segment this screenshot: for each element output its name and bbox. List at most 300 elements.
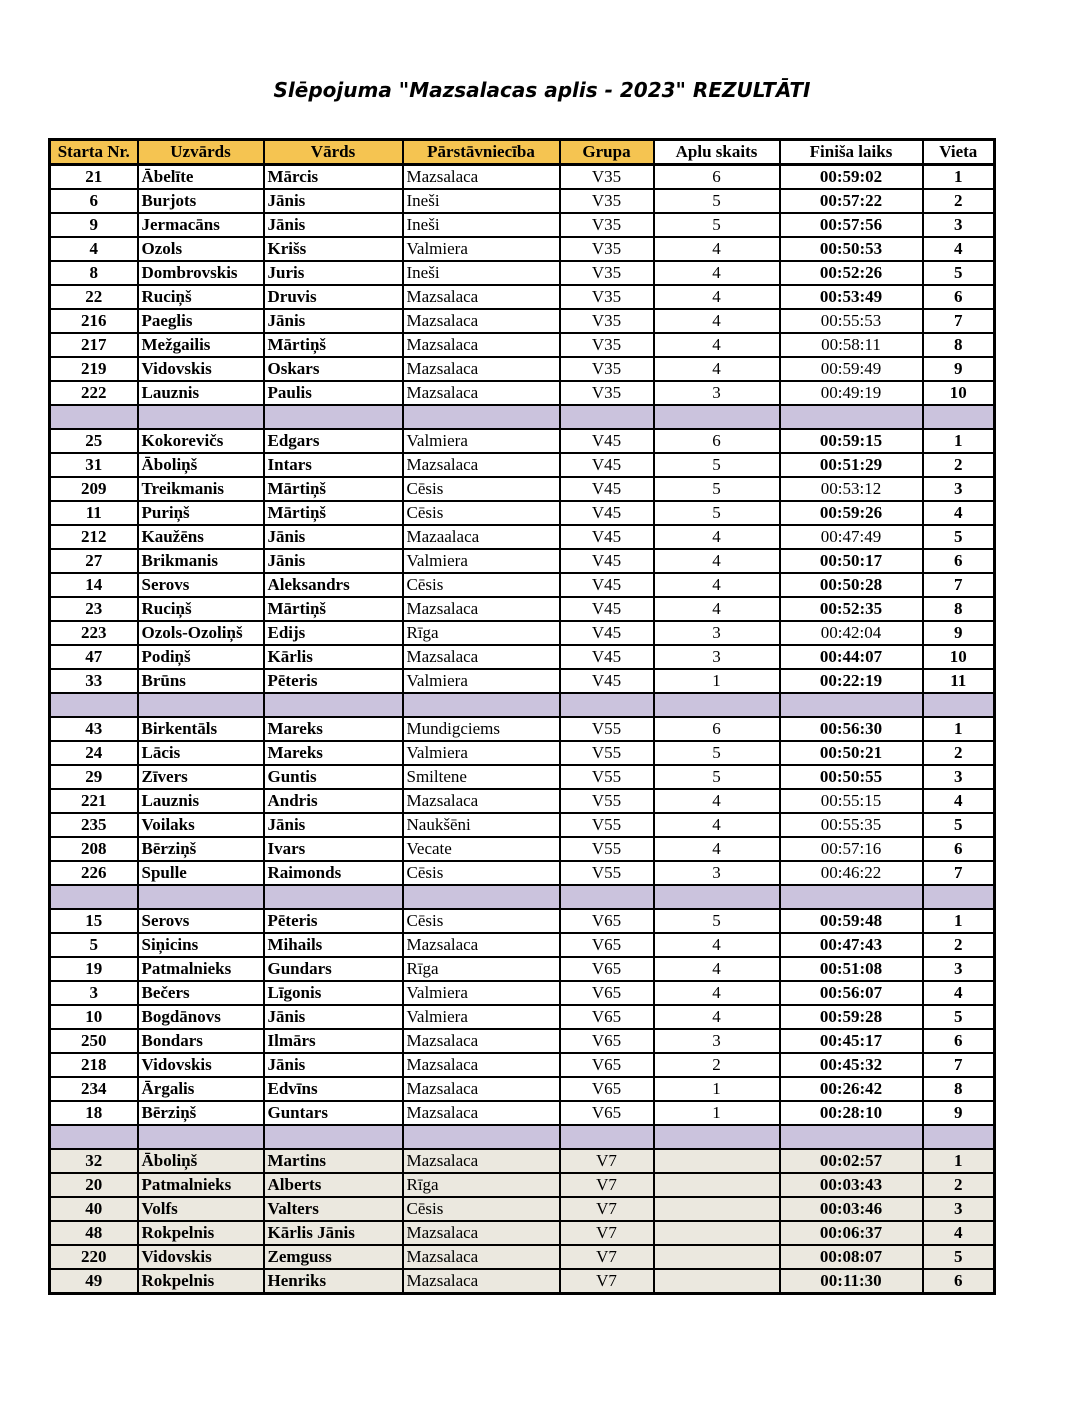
table-row	[50, 165, 995, 190]
cell-club: Valmiera	[403, 981, 560, 1005]
cell-name: Juris	[264, 261, 403, 285]
table-row	[50, 573, 995, 597]
cell-finish-time: 00:55:53	[780, 309, 923, 333]
cell-name: Mihails	[264, 933, 403, 957]
cell-start-number: 29	[50, 765, 138, 789]
cell-club: Mundigciems	[403, 717, 560, 741]
cell-laps: 5	[654, 213, 780, 237]
cell-place: 3	[923, 213, 995, 237]
cell-finish-time: 00:57:56	[780, 213, 923, 237]
cell-surname: Vidovskis	[138, 357, 264, 381]
cell-finish-time: 00:44:07	[780, 645, 923, 669]
cell-club: Mazaalaca	[403, 525, 560, 549]
column-header-club: Pārstāvniecība	[403, 140, 560, 165]
document-title: Slēpojuma "Mazsalacas aplis - 2023" REZULTĀTI	[273, 78, 811, 102]
separator-cell	[50, 405, 138, 429]
separator-cell	[138, 405, 264, 429]
cell-finish-time: 00:53:12	[780, 477, 923, 501]
cell-group: V35	[560, 165, 654, 190]
cell-surname: Zīvers	[138, 765, 264, 789]
cell-start-number: 218	[50, 1053, 138, 1077]
cell-finish-time: 00:26:42	[780, 1077, 923, 1101]
cell-finish-time: 00:50:28	[780, 573, 923, 597]
cell-start-number: 21	[50, 165, 138, 190]
table-row	[50, 1221, 995, 1245]
cell-place: 4	[923, 237, 995, 261]
cell-name: Henriks	[264, 1269, 403, 1294]
table-row	[50, 861, 995, 885]
cell-surname: Bečers	[138, 981, 264, 1005]
cell-finish-time: 00:47:49	[780, 525, 923, 549]
cell-start-number: 219	[50, 357, 138, 381]
cell-laps	[654, 1221, 780, 1245]
cell-surname: Lācis	[138, 741, 264, 765]
cell-place: 11	[923, 669, 995, 693]
cell-name: Pēteris	[264, 669, 403, 693]
cell-group: V7	[560, 1173, 654, 1197]
table-row	[50, 1101, 995, 1125]
cell-club: Mazsalaca	[403, 309, 560, 333]
cell-club: Mazsalaca	[403, 1245, 560, 1269]
cell-group: V65	[560, 957, 654, 981]
cell-club: Rīga	[403, 957, 560, 981]
cell-laps: 5	[654, 453, 780, 477]
cell-place: 1	[923, 717, 995, 741]
cell-surname: Kaužēns	[138, 525, 264, 549]
cell-club: Rīga	[403, 621, 560, 645]
cell-group: V7	[560, 1245, 654, 1269]
cell-surname: Kokorevičs	[138, 429, 264, 453]
cell-start-number: 223	[50, 621, 138, 645]
column-header-laps: Aplu skaits	[654, 140, 780, 165]
cell-start-number: 4	[50, 237, 138, 261]
cell-group: V45	[560, 645, 654, 669]
cell-group: V35	[560, 285, 654, 309]
cell-club: Mazsalaca	[403, 333, 560, 357]
cell-surname: Bērziņš	[138, 1101, 264, 1125]
cell-laps	[654, 1149, 780, 1173]
cell-club: Valmiera	[403, 237, 560, 261]
cell-place: 4	[923, 501, 995, 525]
cell-group: V35	[560, 309, 654, 333]
cell-group: V45	[560, 429, 654, 453]
cell-surname: Brikmanis	[138, 549, 264, 573]
separator-cell	[560, 693, 654, 717]
cell-group: V45	[560, 597, 654, 621]
cell-place: 7	[923, 1053, 995, 1077]
table-row	[50, 741, 995, 765]
cell-finish-time: 00:57:22	[780, 189, 923, 213]
cell-surname: Ruciņš	[138, 285, 264, 309]
cell-laps: 1	[654, 1077, 780, 1101]
table-row	[50, 429, 995, 453]
cell-laps: 6	[654, 717, 780, 741]
cell-surname: Siņicins	[138, 933, 264, 957]
cell-finish-time: 00:52:35	[780, 597, 923, 621]
separator-cell	[264, 1125, 403, 1149]
separator-cell	[560, 1125, 654, 1149]
cell-surname: Ārgalis	[138, 1077, 264, 1101]
cell-finish-time: 00:49:19	[780, 381, 923, 405]
cell-laps	[654, 1173, 780, 1197]
cell-surname: Serovs	[138, 909, 264, 933]
cell-laps: 4	[654, 933, 780, 957]
cell-finish-time: 00:56:07	[780, 981, 923, 1005]
cell-place: 7	[923, 861, 995, 885]
cell-group: V35	[560, 357, 654, 381]
table-row	[50, 837, 995, 861]
cell-group: V55	[560, 813, 654, 837]
table-row	[50, 1149, 995, 1173]
table-row	[50, 213, 995, 237]
cell-name: Zemguss	[264, 1245, 403, 1269]
cell-group: V65	[560, 1029, 654, 1053]
cell-laps: 1	[654, 669, 780, 693]
column-header-start-number: Starta Nr.	[50, 140, 138, 165]
cell-surname: Mežgailis	[138, 333, 264, 357]
cell-club: Mazsalaca	[403, 381, 560, 405]
cell-surname: Āboliņš	[138, 1149, 264, 1173]
cell-surname: Ābelīte	[138, 165, 264, 190]
group-separator-row	[50, 405, 995, 429]
cell-start-number: 24	[50, 741, 138, 765]
cell-finish-time: 00:57:16	[780, 837, 923, 861]
results-table	[48, 138, 996, 1295]
cell-surname: Spulle	[138, 861, 264, 885]
table-row	[50, 453, 995, 477]
cell-laps	[654, 1197, 780, 1221]
table-row	[50, 765, 995, 789]
results-body	[50, 165, 995, 1294]
cell-surname: Voilaks	[138, 813, 264, 837]
cell-start-number: 10	[50, 1005, 138, 1029]
cell-group: V65	[560, 933, 654, 957]
cell-laps: 4	[654, 261, 780, 285]
table-row	[50, 549, 995, 573]
cell-finish-time: 00:02:57	[780, 1149, 923, 1173]
cell-club: Ineši	[403, 213, 560, 237]
cell-name: Mārtiņš	[264, 333, 403, 357]
cell-club: Ineši	[403, 189, 560, 213]
cell-group: V45	[560, 669, 654, 693]
cell-group: V35	[560, 213, 654, 237]
group-separator-row	[50, 1125, 995, 1149]
cell-group: V65	[560, 981, 654, 1005]
cell-laps: 4	[654, 837, 780, 861]
cell-laps: 4	[654, 597, 780, 621]
cell-finish-time: 00:50:21	[780, 741, 923, 765]
cell-group: V7	[560, 1197, 654, 1221]
cell-finish-time: 00:52:26	[780, 261, 923, 285]
separator-cell	[923, 693, 995, 717]
cell-start-number: 3	[50, 981, 138, 1005]
cell-finish-time: 00:59:49	[780, 357, 923, 381]
table-row	[50, 189, 995, 213]
cell-name: Mārtiņš	[264, 501, 403, 525]
cell-name: Raimonds	[264, 861, 403, 885]
cell-start-number: 19	[50, 957, 138, 981]
cell-name: Martins	[264, 1149, 403, 1173]
cell-surname: Burjots	[138, 189, 264, 213]
cell-place: 6	[923, 549, 995, 573]
cell-laps: 2	[654, 1053, 780, 1077]
cell-group: V35	[560, 333, 654, 357]
cell-laps: 6	[654, 165, 780, 190]
cell-start-number: 15	[50, 909, 138, 933]
cell-finish-time: 00:55:15	[780, 789, 923, 813]
cell-name: Mārcis	[264, 165, 403, 190]
cell-club: Cēsis	[403, 909, 560, 933]
cell-place: 10	[923, 381, 995, 405]
separator-cell	[403, 1125, 560, 1149]
cell-group: V35	[560, 189, 654, 213]
cell-start-number: 216	[50, 309, 138, 333]
cell-place: 9	[923, 1101, 995, 1125]
table-row	[50, 1269, 995, 1294]
cell-laps: 5	[654, 765, 780, 789]
table-row	[50, 357, 995, 381]
cell-place: 4	[923, 981, 995, 1005]
cell-start-number: 14	[50, 573, 138, 597]
cell-club: Ineši	[403, 261, 560, 285]
table-row	[50, 333, 995, 357]
cell-surname: Birkentāls	[138, 717, 264, 741]
table-row	[50, 501, 995, 525]
cell-laps: 4	[654, 981, 780, 1005]
cell-club: Mazsalaca	[403, 1029, 560, 1053]
cell-laps: 4	[654, 813, 780, 837]
cell-group: V55	[560, 789, 654, 813]
cell-name: Jānis	[264, 525, 403, 549]
cell-laps: 4	[654, 573, 780, 597]
cell-start-number: 8	[50, 261, 138, 285]
cell-laps: 4	[654, 1005, 780, 1029]
cell-group: V45	[560, 453, 654, 477]
cell-club: Mazsalaca	[403, 357, 560, 381]
table-row	[50, 1077, 995, 1101]
cell-club: Valmiera	[403, 1005, 560, 1029]
cell-name: Druvis	[264, 285, 403, 309]
header-row	[50, 140, 995, 165]
separator-cell	[264, 405, 403, 429]
cell-place: 2	[923, 933, 995, 957]
cell-place: 5	[923, 1005, 995, 1029]
cell-name: Mārtiņš	[264, 477, 403, 501]
cell-surname: Puriņš	[138, 501, 264, 525]
separator-cell	[264, 693, 403, 717]
cell-name: Guntars	[264, 1101, 403, 1125]
table-row	[50, 909, 995, 933]
separator-cell	[923, 1125, 995, 1149]
cell-place: 4	[923, 789, 995, 813]
column-header-name: Vārds	[264, 140, 403, 165]
cell-group: V45	[560, 549, 654, 573]
cell-finish-time: 00:45:32	[780, 1053, 923, 1077]
cell-start-number: 11	[50, 501, 138, 525]
cell-club: Mazsalaca	[403, 165, 560, 190]
cell-start-number: 40	[50, 1197, 138, 1221]
cell-laps: 4	[654, 549, 780, 573]
cell-surname: Patmalnieks	[138, 1173, 264, 1197]
separator-cell	[50, 693, 138, 717]
table-row	[50, 525, 995, 549]
cell-club: Cēsis	[403, 501, 560, 525]
separator-cell	[654, 885, 780, 909]
cell-start-number: 5	[50, 933, 138, 957]
cell-laps: 4	[654, 525, 780, 549]
cell-group: V55	[560, 861, 654, 885]
separator-cell	[50, 1125, 138, 1149]
cell-club: Mazsalaca	[403, 1077, 560, 1101]
cell-laps: 3	[654, 621, 780, 645]
cell-name: Jānis	[264, 1053, 403, 1077]
cell-name: Kārlis Jānis	[264, 1221, 403, 1245]
cell-surname: Dombrovskis	[138, 261, 264, 285]
cell-finish-time: 00:06:37	[780, 1221, 923, 1245]
cell-finish-time: 00:55:35	[780, 813, 923, 837]
cell-laps	[654, 1245, 780, 1269]
cell-place: 1	[923, 429, 995, 453]
table-row	[50, 1197, 995, 1221]
cell-surname: Volfs	[138, 1197, 264, 1221]
cell-start-number: 209	[50, 477, 138, 501]
cell-start-number: 33	[50, 669, 138, 693]
cell-laps: 4	[654, 309, 780, 333]
separator-cell	[560, 885, 654, 909]
cell-start-number: 212	[50, 525, 138, 549]
table-row	[50, 1029, 995, 1053]
cell-name: Jānis	[264, 213, 403, 237]
cell-group: V7	[560, 1149, 654, 1173]
cell-laps: 5	[654, 741, 780, 765]
separator-cell	[403, 885, 560, 909]
table-row	[50, 645, 995, 669]
cell-place: 3	[923, 477, 995, 501]
cell-finish-time: 00:11:30	[780, 1269, 923, 1294]
cell-place: 8	[923, 333, 995, 357]
separator-cell	[780, 1125, 923, 1149]
cell-group: V45	[560, 477, 654, 501]
cell-start-number: 220	[50, 1245, 138, 1269]
cell-club: Cēsis	[403, 1197, 560, 1221]
cell-club: Mazsalaca	[403, 1221, 560, 1245]
cell-laps: 5	[654, 501, 780, 525]
cell-club: Valmiera	[403, 741, 560, 765]
cell-name: Jānis	[264, 813, 403, 837]
cell-surname: Treikmanis	[138, 477, 264, 501]
cell-finish-time: 00:08:07	[780, 1245, 923, 1269]
cell-place: 2	[923, 741, 995, 765]
cell-start-number: 22	[50, 285, 138, 309]
cell-club: Mazsalaca	[403, 285, 560, 309]
separator-cell	[403, 405, 560, 429]
cell-name: Jānis	[264, 549, 403, 573]
cell-surname: Podiņš	[138, 645, 264, 669]
cell-laps: 3	[654, 1029, 780, 1053]
cell-finish-time: 00:22:19	[780, 669, 923, 693]
cell-laps: 4	[654, 333, 780, 357]
cell-name: Pēteris	[264, 909, 403, 933]
cell-name: Līgonis	[264, 981, 403, 1005]
cell-start-number: 217	[50, 333, 138, 357]
cell-group: V55	[560, 717, 654, 741]
cell-group: V55	[560, 837, 654, 861]
separator-cell	[264, 885, 403, 909]
cell-name: Mareks	[264, 717, 403, 741]
cell-surname: Ruciņš	[138, 597, 264, 621]
cell-laps: 4	[654, 789, 780, 813]
cell-name: Krišs	[264, 237, 403, 261]
cell-group: V55	[560, 765, 654, 789]
cell-name: Ivars	[264, 837, 403, 861]
table-row	[50, 309, 995, 333]
cell-name: Gundars	[264, 957, 403, 981]
cell-place: 2	[923, 1173, 995, 1197]
cell-club: Mazsalaca	[403, 933, 560, 957]
table-row	[50, 933, 995, 957]
cell-laps: 5	[654, 477, 780, 501]
separator-cell	[138, 693, 264, 717]
cell-start-number: 222	[50, 381, 138, 405]
cell-group: V35	[560, 237, 654, 261]
cell-finish-time: 00:50:55	[780, 765, 923, 789]
cell-surname: Jermacāns	[138, 213, 264, 237]
cell-start-number: 47	[50, 645, 138, 669]
cell-group: V45	[560, 573, 654, 597]
cell-finish-time: 00:59:28	[780, 1005, 923, 1029]
cell-name: Guntis	[264, 765, 403, 789]
cell-laps: 4	[654, 357, 780, 381]
table-row	[50, 717, 995, 741]
cell-name: Jānis	[264, 309, 403, 333]
cell-name: Andris	[264, 789, 403, 813]
separator-cell	[654, 405, 780, 429]
cell-name: Ilmārs	[264, 1029, 403, 1053]
cell-surname: Serovs	[138, 573, 264, 597]
separator-cell	[50, 885, 138, 909]
cell-start-number: 31	[50, 453, 138, 477]
cell-surname: Āboliņš	[138, 453, 264, 477]
cell-laps: 4	[654, 957, 780, 981]
cell-place: 6	[923, 837, 995, 861]
cell-group: V65	[560, 909, 654, 933]
cell-finish-time: 00:51:29	[780, 453, 923, 477]
cell-finish-time: 00:53:49	[780, 285, 923, 309]
cell-club: Valmiera	[403, 429, 560, 453]
cell-finish-time: 00:50:17	[780, 549, 923, 573]
cell-place: 4	[923, 1221, 995, 1245]
cell-place: 9	[923, 357, 995, 381]
table-row	[50, 381, 995, 405]
cell-finish-time: 00:46:22	[780, 861, 923, 885]
cell-name: Kārlis	[264, 645, 403, 669]
cell-start-number: 234	[50, 1077, 138, 1101]
table-row	[50, 1005, 995, 1029]
cell-name: Mārtiņš	[264, 597, 403, 621]
cell-finish-time: 00:59:48	[780, 909, 923, 933]
separator-cell	[654, 1125, 780, 1149]
cell-club: Cēsis	[403, 477, 560, 501]
cell-start-number: 221	[50, 789, 138, 813]
cell-place: 3	[923, 957, 995, 981]
table-row	[50, 1173, 995, 1197]
cell-finish-time: 00:59:02	[780, 165, 923, 190]
cell-group: V35	[560, 261, 654, 285]
cell-start-number: 18	[50, 1101, 138, 1125]
cell-surname: Bondars	[138, 1029, 264, 1053]
column-header-place: Vieta	[923, 140, 995, 165]
cell-laps: 4	[654, 237, 780, 261]
